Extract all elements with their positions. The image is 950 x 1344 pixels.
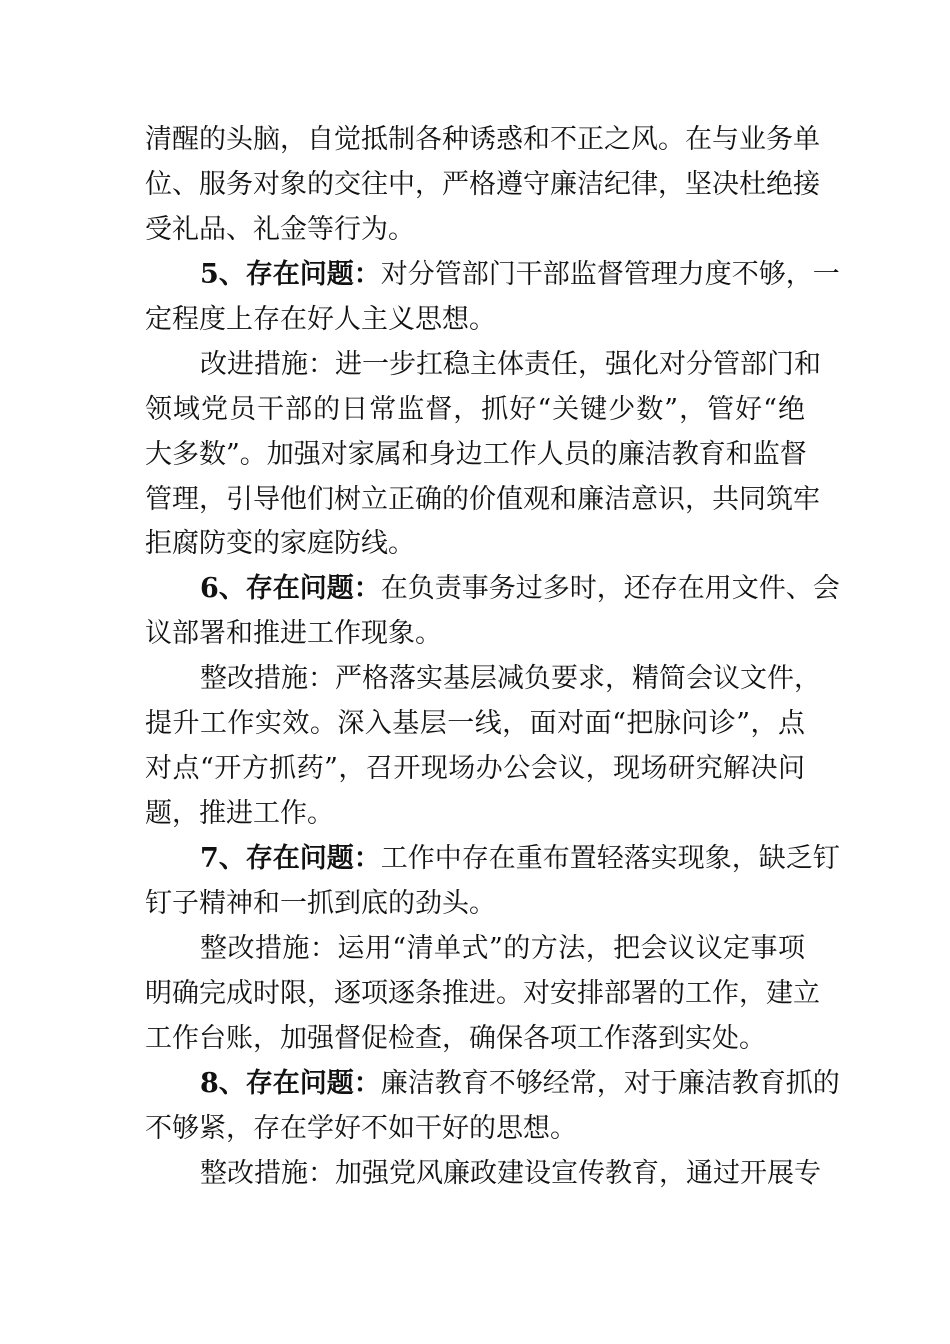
paragraph-line: 大多数”。加强对家属和身边工作人员的廉洁教育和监督 — [145, 439, 807, 470]
paragraph-line: 议部署和推进工作现象。 — [145, 618, 442, 649]
paragraph-line: 题，推进工作。 — [145, 798, 334, 829]
paragraph-line: 受礼品、礼金等行为。 — [145, 214, 415, 245]
measure-line: 整改措施：严格落实基层减负要求，精简会议文件， — [200, 663, 821, 694]
problem-heading: 6、存在问题： — [200, 573, 381, 604]
problem-heading-line — [200, 837, 840, 881]
problem-heading: 5、存在问题： — [200, 259, 381, 290]
problem-text: 廉洁教育不够经常，对于廉洁教育抓的 — [380, 1068, 840, 1099]
paragraph-line: 明确完成时限，逐项逐条推进。对安排部署的工作，建立 — [145, 978, 820, 1009]
paragraph-line: 拒腐防变的家庭防线。 — [145, 528, 415, 559]
problem-heading: 7、存在问题： — [200, 843, 381, 874]
paragraph-line: 清醒的头脑，自觉抵制各种诱惑和不正之风。在与业务单 — [145, 124, 820, 155]
paragraph-line: 对点“开方抓药”，召开现场办公会议，现场研究解决问 — [145, 753, 805, 784]
problem-text: 工作中存在重布置轻落实现象，缺乏钉 — [380, 843, 840, 874]
problem-text: 在负责事务过多时，还存在用文件、会 — [380, 573, 840, 604]
paragraph-line: 位、服务对象的交往中，严格遵守廉洁纪律，坚决杜绝接 — [145, 169, 820, 200]
paragraph-line: 领域党员干部的日常监督，抓好“关键少数”，管好“绝 — [145, 394, 805, 425]
problem-heading-line — [200, 253, 840, 297]
problem-heading: 8、存在问题： — [200, 1068, 381, 1099]
measure-line: 改进措施：进一步扛稳主体责任，强化对分管部门和 — [200, 349, 821, 380]
paragraph-line: 提升工作实效。深入基层一线，面对面“把脉问诊”，点 — [145, 708, 805, 739]
problem-heading-line — [200, 567, 840, 611]
problem-heading-line — [200, 1062, 840, 1106]
paragraph-line: 不够紧，存在学好不如干好的思想。 — [145, 1113, 577, 1144]
measure-line: 整改措施：运用“清单式”的方法，把会议议定事项 — [200, 933, 805, 964]
paragraph-line: 定程度上存在好人主义思想。 — [145, 304, 496, 335]
paragraph-line: 钉子精神和一抓到底的劲头。 — [145, 888, 496, 919]
problem-text: 对分管部门干部监督管理力度不够，一 — [380, 259, 840, 290]
measure-line: 整改措施：加强党风廉政建设宣传教育，通过开展专 — [200, 1158, 821, 1189]
paragraph-line: 工作台账，加强督促检查，确保各项工作落到实处。 — [145, 1023, 766, 1054]
paragraph-line: 管理，引导他们树立正确的价值观和廉洁意识，共同筑牢 — [145, 484, 820, 515]
